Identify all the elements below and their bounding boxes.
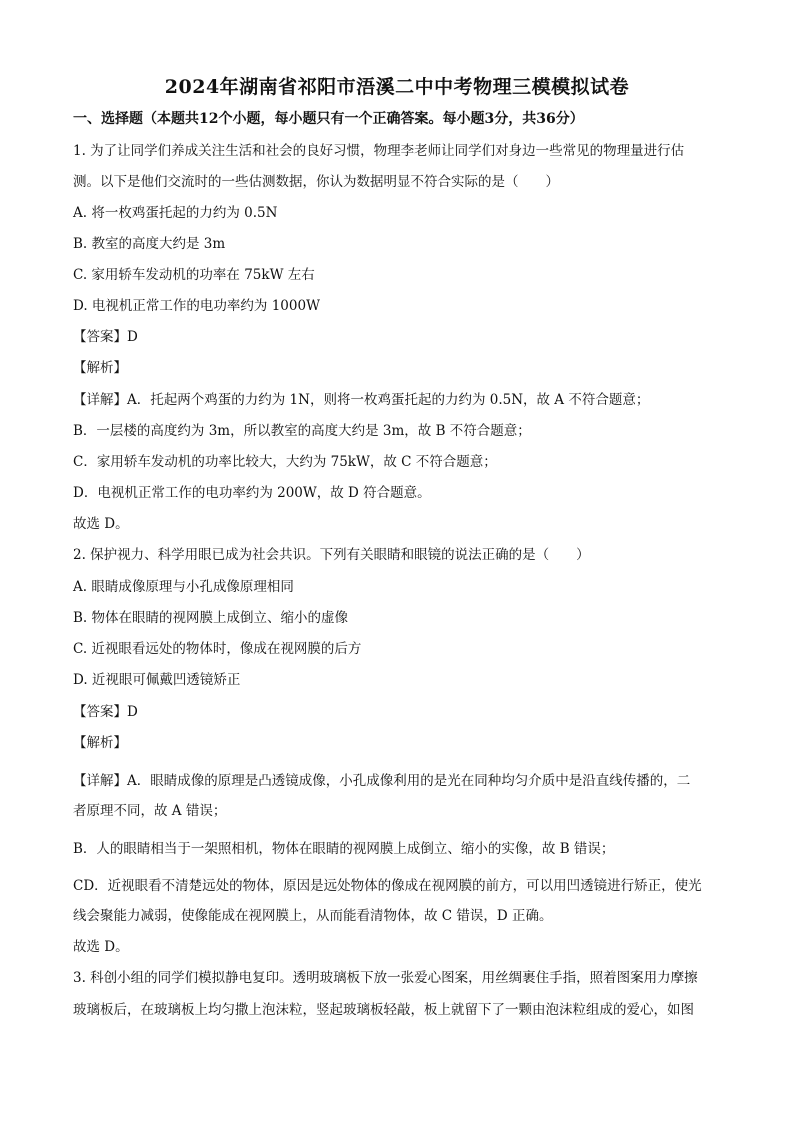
q1-detail-a: 【详解】A．托起两个鸡蛋的力约为 1N，则将一枚鸡蛋托起的力约为 0.5N，故 A 不符合题意； [73,392,650,408]
q1-detail-b: B．一层楼的高度约为 3m，所以教室的高度大约是 3m，故 B 不符合题意； [73,423,531,439]
q1-option-a: A. 将一枚鸡蛋托起的力约为 0.5N [73,205,278,221]
q2-answer: 【答案】D [73,704,138,720]
q1-option-d: D. 电视机正常工作的电功率约为 1000W [73,298,320,314]
q1-detail-d: D．电视机正常工作的电功率约为 200W，故 D 符合题意。 [73,485,431,501]
q1-option-c: C. 家用轿车发动机的功率在 75kW 左右 [73,267,315,283]
q2-detail-a-line2: 者原理不同，故 A 错误； [73,803,227,819]
q2-option-d: D. 近视眼可佩戴凹透镜矫正 [73,672,241,688]
q3-stem-line1: 3. 科创小组的同学们模拟静电复印。透明玻璃板下放一张爱心图案，用丝绸裹住手指，照着图案用力摩擦 [73,970,698,986]
q1-detail-c: C．家用轿车发动机的功率比较大，大约为 75kW，故 C 不符合题意； [73,454,497,470]
page-title: 2024年湖南省祁阳市浯溪二中中考物理三模模拟试卷 [164,76,630,98]
q2-option-b: B. 物体在眼睛的视网膜上成倒立、缩小的虚像 [73,610,349,626]
q1-analysis-label: 【解析】 [73,360,127,376]
section-heading: 一、选择题（本题共12个小题，每小题只有一个正确答案。每小题3分，共36分） [73,111,584,127]
q2-option-c: C. 近视眼看远处的物体时，像成在视网膜的后方 [73,641,362,657]
q2-stem: 2. 保护视力、科学用眼已成为社会共识。下列有关眼睛和眼镜的说法正确的是（ ） [73,547,590,563]
q1-answer: 【答案】D [73,329,138,345]
q1-stem-line2: 测。以下是他们交流时的一些估测数据，你认为数据明显不符合实际的是（ ） [73,174,559,190]
q2-detail-cd-line1: CD．近视眼看不清楚远处的物体，原因是远处物体的像成在视网膜的前方，可以用凹透镜进行矫正，使光 [73,878,702,894]
q2-analysis-label: 【解析】 [73,735,127,751]
q3-stem-line2: 玻璃板后，在玻璃板上均匀撒上泡沫粒，竖起玻璃板轻敲，板上就留下了一颗由泡沫粒组成的爱心，如图 [73,1002,694,1018]
q2-detail-cd-line2: 线会聚能力减弱，使像能成在视网膜上，从而能看清物体，故 C 错误，D 正确。 [73,908,553,924]
q2-option-a: A. 眼睛成像原理与小孔成像原理相同 [73,579,294,595]
q1-option-b: B. 教室的高度大约是 3m [73,236,226,252]
q2-conclusion: 故选 D。 [73,939,129,955]
q1-conclusion: 故选 D。 [73,516,129,532]
q1-stem-line1: 1. 为了让同学们养成关注生活和社会的良好习惯，物理李老师让同学们对身边一些常见的物理量进行估 [73,143,685,159]
q2-detail-b: B．人的眼睛相当于一架照相机，物体在眼睛的视网膜上成倒立、缩小的实像，故 B 错误； [73,841,615,857]
q2-detail-a-line1: 【详解】A．眼睛成像的原理是凸透镜成像，小孔成像利用的是光在同种均匀介质中是沿直线传播的，二 [73,773,691,789]
